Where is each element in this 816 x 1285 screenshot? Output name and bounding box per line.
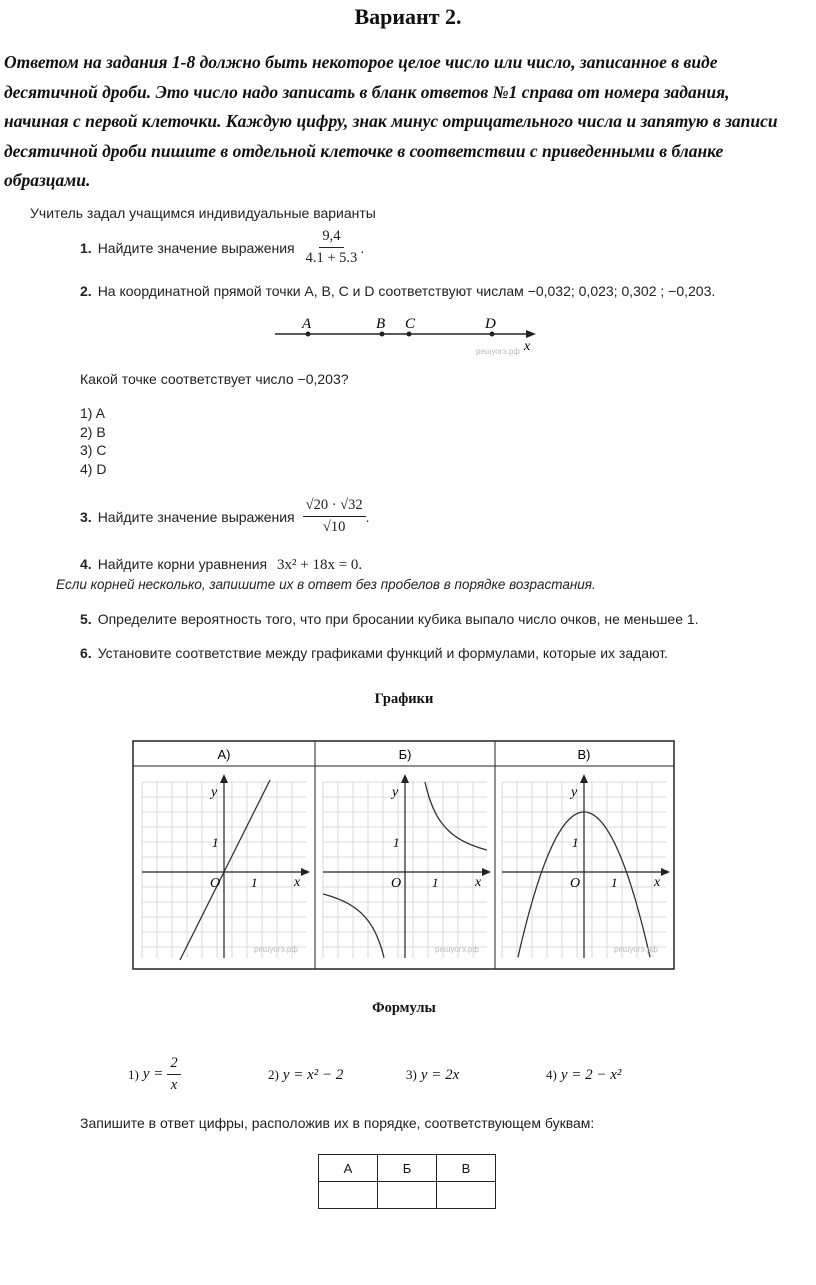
function-curve	[425, 782, 487, 850]
instruction-line: Ответом на задания 1-8 должно быть некоторое целое число или число, записанное в виде	[4, 52, 718, 72]
formula-expr: y = x² − 2	[282, 1067, 344, 1083]
task-number: 6.	[80, 645, 92, 661]
graph-panel-b	[323, 774, 491, 958]
label-origin: O	[570, 876, 581, 891]
task-6	[80, 645, 668, 661]
denominator: 4.1 + 5.3	[305, 250, 358, 266]
panel-letter-a: А)	[217, 747, 231, 762]
label-origin: O	[210, 876, 221, 891]
numerator: 9,4	[319, 228, 343, 248]
x-axis-arrow	[482, 868, 491, 876]
formula-1	[128, 1055, 181, 1094]
task-4	[80, 556, 362, 574]
task-text: Найдите значение выражения	[97, 508, 295, 525]
formula-number: 3)	[406, 1067, 417, 1082]
answer-prompt: Запишите в ответ цифры, расположив их в порядке, соответствующем буквам:	[80, 1115, 595, 1131]
task-number: 5.	[80, 611, 92, 627]
watermark: решуогэ.рф	[476, 347, 520, 356]
point-B	[380, 332, 385, 337]
label-x: x	[654, 875, 661, 890]
label-unit-y: 1	[393, 835, 400, 850]
task-3	[80, 497, 370, 536]
formula-expr: y = 2 − x²	[560, 1067, 622, 1083]
numerator: 2	[167, 1055, 180, 1075]
task-number: 4.	[80, 556, 92, 572]
formula-4	[546, 1067, 621, 1084]
task-number: 2.	[80, 283, 92, 299]
label-unit-x: 1	[611, 875, 618, 890]
label-origin: O	[391, 876, 402, 891]
graph-panel-v	[502, 774, 670, 958]
punct: .	[360, 239, 365, 256]
instruction-line: десятичной дроби. Это число надо записать в бланк ответов №1 справа от номера задания,	[4, 81, 730, 102]
task-1	[80, 228, 364, 267]
punct: .	[365, 508, 370, 525]
formulas-title: Формулы	[372, 1000, 436, 1016]
label-y: y	[571, 785, 578, 800]
option: 4) D	[80, 460, 107, 477]
task-text: Найдите корни уравнения	[97, 556, 268, 572]
graphs-title: Графики	[374, 691, 434, 707]
watermark: решуогэ.рф	[254, 945, 298, 954]
label-A: A	[302, 316, 312, 332]
formula-3	[406, 1067, 459, 1084]
label-x: x	[294, 875, 301, 890]
function-curve	[323, 894, 384, 958]
point-A	[306, 332, 311, 337]
fraction	[167, 1055, 180, 1094]
formula-lhs: y =	[142, 1066, 164, 1082]
answer-cell-v[interactable]	[437, 1182, 496, 1209]
formula-number: 4)	[546, 1067, 557, 1082]
table-row	[319, 1155, 496, 1182]
answer-header-a: А	[319, 1155, 378, 1182]
task-text: Установите соответствие между графиками функций и формулами, которые их задают.	[97, 645, 669, 661]
task-2	[80, 283, 715, 299]
answer-table	[318, 1154, 496, 1209]
formula-number: 2)	[268, 1067, 279, 1082]
answer-header-v: В	[437, 1155, 496, 1182]
x-axis-arrow	[661, 868, 670, 876]
label-x: x	[524, 339, 531, 354]
option: 1) A	[80, 405, 105, 421]
y-axis-arrow	[220, 774, 228, 783]
graph-panel-a	[142, 774, 310, 960]
label-unit-y: 1	[212, 835, 219, 850]
equation: 3x² + 18x = 0.	[277, 557, 363, 573]
y-axis-arrow	[580, 774, 588, 783]
table-border	[133, 741, 674, 969]
panel-letter-b: Б)	[398, 747, 412, 762]
task-text: На координатной прямой точки A, B, C и D соответствуют числам −0,032; 0,023; 0,302 ; −0,203.	[97, 283, 716, 299]
formula-expr: y = 2x	[420, 1067, 460, 1083]
label-unit-x: 1	[251, 875, 258, 890]
instructions	[4, 48, 814, 196]
label-unit-y: 1	[572, 835, 579, 850]
label-B: B	[376, 316, 386, 332]
watermark: решуогэ.рф	[435, 945, 479, 954]
numerator: √20 · √32	[303, 497, 366, 517]
denominator: x	[170, 1077, 178, 1093]
task-2-options	[80, 404, 106, 478]
point-C	[407, 332, 412, 337]
task-text: Найдите значение выражения	[97, 239, 295, 256]
task-number: 1.	[80, 239, 92, 256]
page-title: Вариант 2.	[354, 4, 462, 29]
formula-2	[268, 1067, 343, 1084]
watermark: решуогэ.рф	[614, 945, 658, 954]
fraction	[303, 497, 366, 536]
label-C: C	[405, 316, 416, 332]
graphs-table	[132, 740, 676, 972]
axis-arrow	[526, 330, 536, 338]
answer-header-b: Б	[378, 1155, 437, 1182]
answer-cell-b[interactable]	[378, 1182, 437, 1209]
point-D	[490, 332, 495, 337]
y-axis-arrow	[401, 774, 409, 783]
task-text: Определите вероятность того, что при бросании кубика выпало число очков, не меньшее 1.	[97, 611, 699, 627]
number-line	[270, 308, 550, 358]
function-curve	[180, 780, 270, 960]
label-y: y	[211, 785, 218, 800]
instruction-line: десятичной дроби пишите в отдельной клеточке в соответствии с приведенными в бланке	[4, 140, 724, 161]
task-2-question: Какой точке соответствует число −0,203?	[80, 371, 349, 387]
option: 3) C	[80, 442, 107, 458]
x-axis-arrow	[301, 868, 310, 876]
fraction	[303, 228, 361, 267]
formula-number: 1)	[128, 1066, 139, 1082]
task-5	[80, 611, 699, 627]
instruction-line: образцами.	[4, 170, 91, 190]
table-row	[319, 1182, 496, 1209]
panel-letter-v: В)	[577, 747, 591, 762]
denominator: √10	[322, 519, 346, 535]
label-D: D	[485, 316, 496, 332]
label-unit-x: 1	[432, 875, 439, 890]
option: 2) B	[80, 423, 106, 440]
answer-cell-a[interactable]	[319, 1182, 378, 1209]
task-4-note: Если корней несколько, запишите их в ответ без пробелов в порядке возрастания.	[56, 577, 596, 592]
task-number: 3.	[80, 508, 92, 525]
intro-text: Учитель задал учащимся индивидуальные варианты	[30, 205, 376, 221]
instruction-line: начиная с первой клеточки. Каждую цифру, знак минус отрицательного числа и запятую в записи	[4, 111, 778, 131]
label-x: x	[475, 875, 482, 890]
label-y: y	[392, 785, 399, 800]
